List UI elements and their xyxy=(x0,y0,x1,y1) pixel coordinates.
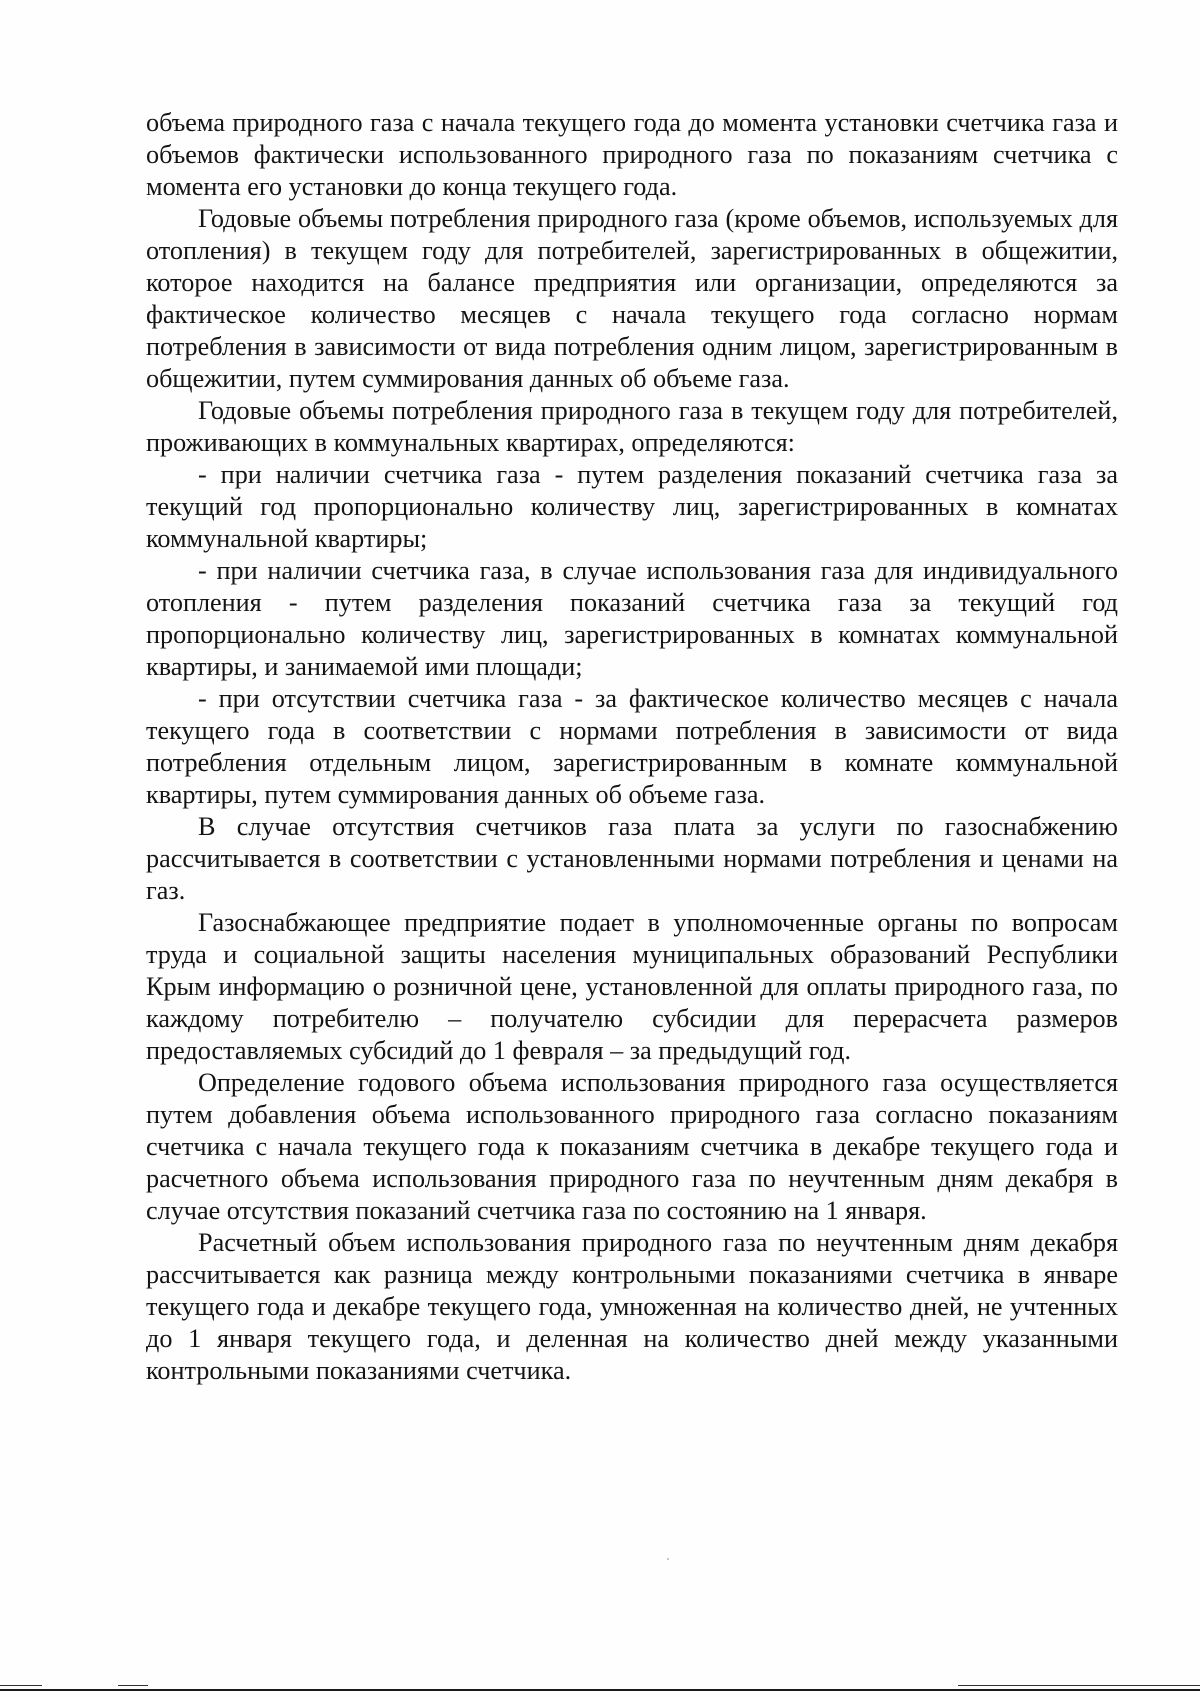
paragraph-annual-volume-definition: Определение годового объема использования природного газа осуществляется путем добавления объема использованного природного газа согласно показаниям счетчика с начала текущего года к показаниям счетчика в декабре текущего года и расчетного объема использования природного газа по неучтенным дням декабря в случае отсутствия показаний счетчика газа по состоянию на 1 января. xyxy=(146,1068,1118,1225)
list-item-with-meter-heating: - при наличии счетчика газа, в случае использования газа для индивидуального отопления - путем разделения показаний счетчика газа за текущий год пропорционально количеству лиц, зарегистрированных в комнатах коммунальной квартиры, и занимаемой ими площади; xyxy=(146,556,1118,681)
page-bottom-edge xyxy=(0,1689,1200,1691)
document-body xyxy=(146,107,1118,1387)
scan-speck xyxy=(667,1558,669,1560)
paragraph-estimated-volume: Расчетный объем использования природного газа по неучтенным дням декабря рассчитывается как разница между контрольными показаниями счетчика в январе текущего года и декабре текущего года, умноженная на количество дней, не учтенных до 1 января текущего года, и деленная на количество дней между указанными контрольными показаниями счетчика. xyxy=(146,1228,1118,1385)
paragraph-no-meters-payment: В случае отсутствия счетчиков газа плата за услуги по газоснабжению рассчитывается в соответствии с установленными нормами потребления и ценами на газ. xyxy=(146,812,1118,905)
scan-edge-mark xyxy=(958,1685,1200,1686)
paragraph-communal-intro: Годовые объемы потребления природного газа в текущем году для потребителей, проживающих в коммунальных квартирах, определяются: xyxy=(146,396,1118,457)
scan-edge-mark xyxy=(118,1685,148,1686)
paragraph-dormitory-volumes: Годовые объемы потребления природного газа (кроме объемов, используемых для отопления) в текущем году для потребителей, зарегистрированных в общежитии, которое находится на балансе предприятия или организации, определяются за фактическое количество месяцев с начала текущего года согласно нормам потребления в зависимости от вида потребления одним лицом, зарегистрированным в общежитии, путем суммирования данных об объеме газа. xyxy=(146,204,1118,393)
paragraph-supplier-reporting: Газоснабжающее предприятие подает в уполномоченные органы по вопросам труда и социальной защиты населения муниципальных образований Республики Крым информацию о розничной цене, установленной для оплаты природного газа, по каждому потребителю – получателю субсидии для перерасчета размеров предоставляемых субсидий до 1 февраля – за предыдущий год. xyxy=(146,908,1118,1065)
list-item-with-meter: - при наличии счетчика газа - путем разделения показаний счетчика газа за текущий год пропорционально количеству лиц, зарегистрированных в комнатах коммунальной квартиры; xyxy=(146,460,1118,553)
paragraph-continuation: объема природного газа с начала текущего года до момента установки счетчика газа и объемов фактически использованного природного газа по показаниям счетчика с момента его установки до конца текущего года. xyxy=(146,108,1118,201)
scan-edge-mark xyxy=(0,1685,42,1686)
list-item-without-meter: - при отсутствии счетчика газа - за фактическое количество месяцев с начала текущего года в соответствии с нормами потребления в зависимости от вида потребления отдельным лицом, зарегистрированным в комнате коммунальной квартиры, путем суммирования данных об объеме газа. xyxy=(146,684,1118,809)
